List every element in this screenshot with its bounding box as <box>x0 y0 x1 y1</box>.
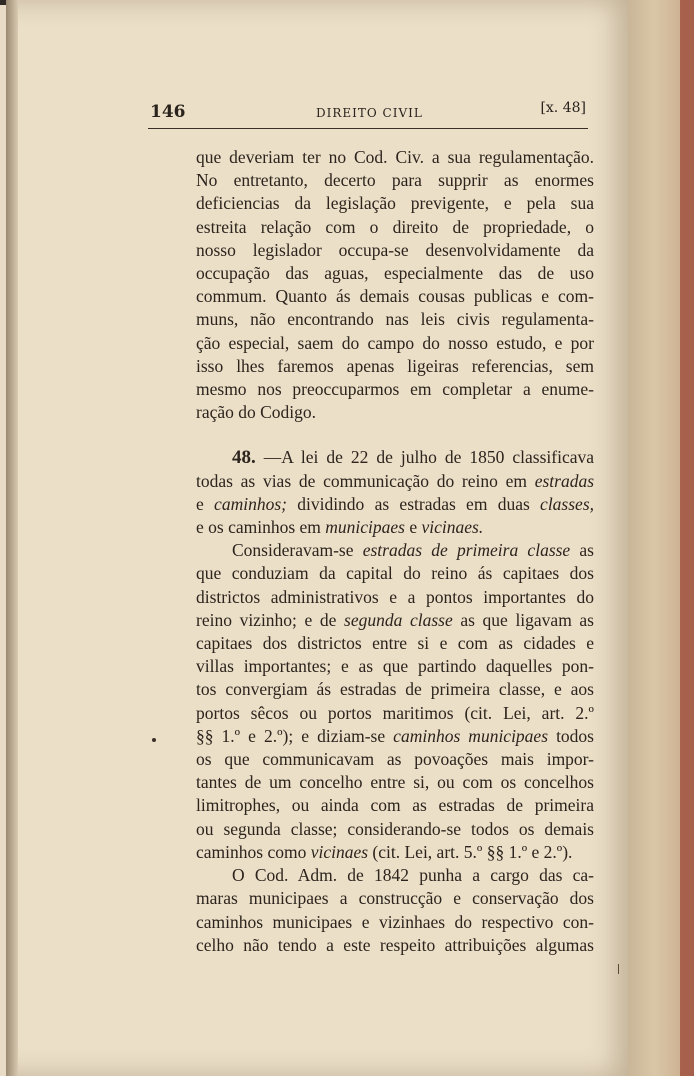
text-line: que conduziam da capital do reino ás capitaes dos <box>196 563 594 584</box>
section-reference: [x. 48] <box>540 100 586 116</box>
text-line: os que communicavam as povoações mais impor- <box>196 749 594 770</box>
text-run: Consideravam-se <box>232 540 363 561</box>
italic-term: estradas de primeira classe <box>362 540 571 561</box>
page-header <box>150 98 586 122</box>
text-line: No entretanto, decerto para supprir as enormes <box>196 170 594 191</box>
text-line <box>196 516 594 539</box>
text-line: mesmo nos preoccuparmos em completar a enume- <box>196 379 594 400</box>
text-line: que deveriam ter no Cod. Civ. a sua regulamentação. <box>196 147 594 167</box>
running-head: DIREITO CIVIL <box>316 106 423 120</box>
text-run: e os caminhos em <box>196 517 326 538</box>
text-run: e <box>405 517 422 538</box>
text-line: commum. Quanto ás demais cousas publicas e com- <box>196 286 594 307</box>
italic-term: estradas <box>534 470 594 491</box>
text-run: —A lei de 22 de julho de 1850 classificava <box>255 447 594 468</box>
italic-term: vicinaes <box>310 841 369 862</box>
text-run: caminhos como <box>196 841 311 862</box>
italic-term: caminhos municipaes <box>393 725 549 746</box>
text-line <box>196 539 594 562</box>
page-edge-shadow <box>6 0 18 1076</box>
facing-page-curl <box>628 0 694 1076</box>
italic-term: caminhos; <box>214 493 287 514</box>
text-line: villas importantes; e as que partindo daquelles pon- <box>196 656 594 677</box>
text-run: todas as vias de communicação do reino em <box>196 470 535 491</box>
italic-term: segunda classe <box>344 609 453 630</box>
text-line: O Cod. Adm. de 1842 punha a cargo das ca- <box>232 865 594 886</box>
body-text <box>196 146 594 957</box>
text-run: reino vizinho; e de <box>196 609 345 630</box>
text-run: §§ 1.º e 2.º); e diziam-se <box>196 725 394 746</box>
text-line: estreita relação com o direito de propriedade, o <box>196 216 594 237</box>
text-line: nosso legislador occupa-se desenvolvidamente da <box>196 239 594 260</box>
text-line: caminhos municipaes e vizinhaes do respectivo con- <box>196 911 594 932</box>
margin-mark <box>152 738 156 742</box>
text-line: tantes de um concelho entre si, ou com os concelhos <box>196 772 594 793</box>
text-line: limitrophes, ou ainda com as estradas de primeira <box>196 795 594 816</box>
text-line: tos convergiam ás estradas de primeira classe, e aos <box>196 679 594 700</box>
text-run: as <box>570 540 594 561</box>
section-48 <box>196 446 594 956</box>
text-run: as que ligavam as <box>452 609 594 630</box>
text-line <box>196 493 594 516</box>
italic-term: vicinaes. <box>421 517 484 538</box>
text-line: ção especial, saem do campo do nosso estudo, e por <box>196 332 594 353</box>
margin-mark <box>618 964 619 974</box>
text-line: capitaes dos districtos entre si e com as cidades e <box>196 633 594 654</box>
text-line: ração do Codigo. <box>196 402 317 423</box>
book-cover-edge <box>680 0 694 1076</box>
text-run: dividindo as estradas em duas <box>286 493 541 514</box>
text-line <box>196 470 594 493</box>
text-line: portos sêcos ou portos maritimos (cit. Lei, art. 2.º <box>196 702 594 723</box>
italic-term: classes, <box>540 493 594 514</box>
page-number: 146 <box>150 102 186 122</box>
text-line: ou segunda classe; considerando-se todos os demais <box>196 818 594 839</box>
text-line <box>196 841 594 864</box>
text-run: (cit. Lei, art. 5.º §§ 1.º e 2.º). <box>368 841 573 862</box>
text-line: maras municipaes a construcção e conservação dos <box>196 888 594 909</box>
text-line <box>196 609 594 632</box>
header-rule <box>148 128 588 129</box>
text-line: muns, não encontrando nas leis civis regulamenta- <box>196 309 594 330</box>
text-line <box>196 725 594 748</box>
section-heading-line <box>196 446 594 469</box>
paragraph-continuation <box>196 146 594 424</box>
text-run: todos <box>548 725 594 746</box>
text-line: celho não tendo a este respeito attribuições algumas <box>196 934 594 955</box>
text-line: deficiencias da legislação previgente, e pela sua <box>196 193 594 214</box>
italic-term: municipaes <box>325 517 405 538</box>
paragraph-gap <box>196 424 594 446</box>
section-number: 48. <box>232 447 256 469</box>
text-line: districtos administrativos e a pontos importantes do <box>196 586 594 607</box>
text-line: isso lhes faremos apenas ligeiras referencias, sem <box>196 355 594 376</box>
text-run: e <box>196 493 215 514</box>
text-line: occupação das aguas, especialmente das de uso <box>196 263 594 284</box>
